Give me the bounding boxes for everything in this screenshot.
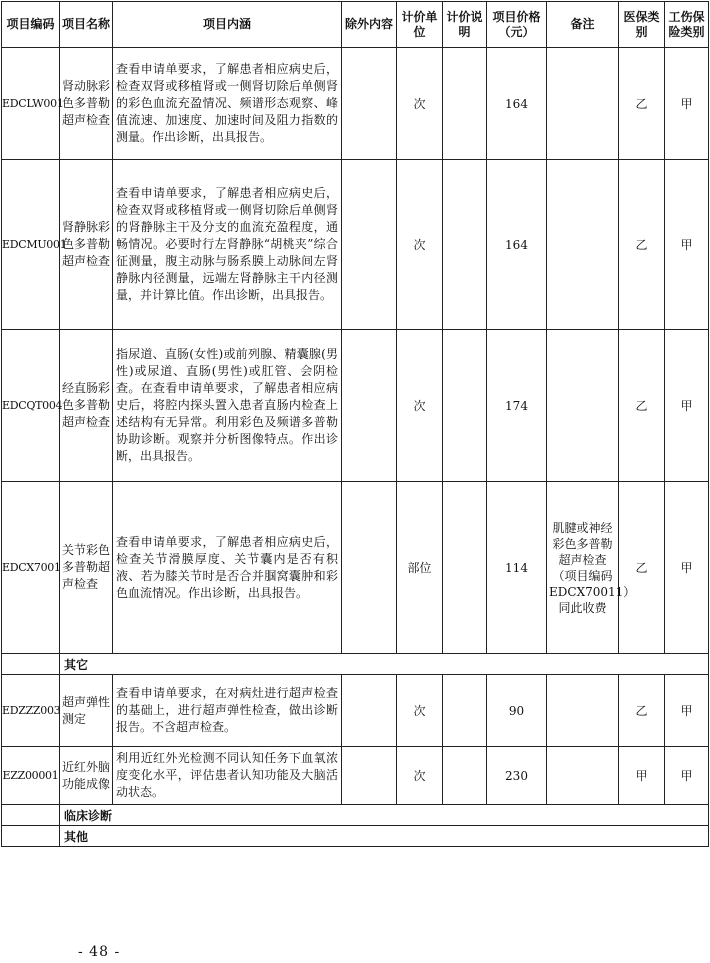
item-injury: 甲 [665,48,709,160]
item-name: 关节彩色多普勒超声检查 [60,482,113,654]
table-row [2,330,709,482]
item-price: 230 [487,747,547,805]
item-price: 90 [487,675,547,747]
item-desc [443,482,487,654]
item-note [547,747,619,805]
item-desc [443,747,487,805]
item-injury: 甲 [665,482,709,654]
header-code: 项目编码 [2,2,60,48]
item-note [547,160,619,330]
item-content: 指尿道、直肠(女性)或前列腺、精囊腺(男性)或尿道、直肠(男性)或肛管、会阴检查。在查看申请单要求，了解患者相应病史后，将腔内探头置入患者直肠内检查上述结构有无异常。利用彩色及频谱多普勒协助诊断。观察并分析图像特点。作出诊断，出具报告。 [113,330,342,482]
table-row [2,48,709,160]
item-excluded [342,675,397,747]
header-row [2,2,709,48]
header-desc: 计价说明 [443,2,487,48]
fee-table [1,1,709,847]
header-content: 项目内涵 [113,2,342,48]
page-number: - 48 - [78,944,121,960]
item-content: 查看申请单要求，在对病灶进行超声检查的基础上，进行超声弹性检查，做出诊断报告。不含超声检查。 [113,675,342,747]
item-note [547,675,619,747]
item-content: 利用近红外光检测不同认知任务下血氧浓度变化水平，评估患者认知功能及大脑活动状态。 [113,747,342,805]
table-row [2,482,709,654]
item-code: EDCQT004 [2,330,60,482]
item-excluded [342,330,397,482]
item-note [547,48,619,160]
item-insurance: 乙 [619,675,665,747]
item-desc [443,675,487,747]
table-row [2,675,709,747]
item-name: 经直肠彩色多普勒超声检查 [60,330,113,482]
header-unit: 计价单位 [397,2,443,48]
item-injury: 甲 [665,160,709,330]
item-insurance: 乙 [619,160,665,330]
section-title: 其它 [60,654,709,675]
section-title: 临床诊断 [60,805,709,826]
item-insurance: 甲 [619,747,665,805]
item-injury: 甲 [665,330,709,482]
section-row-other2 [2,826,709,847]
item-note [547,330,619,482]
table-row [2,747,709,805]
item-excluded [342,482,397,654]
item-content: 查看申请单要求，了解患者相应病史后，检查双肾或移植肾或一侧肾切除后单侧肾的肾静脉主干及分支的血流充盈程度，通畅情况。必要时行左肾静脉“胡桃夹”综合征测量，腹主动脉与肠系膜上动脉间左肾静脉内径测量，远端左肾静脉主干内径测量，并计算比值。作出诊断，出具报告。 [113,160,342,330]
item-unit: 部位 [397,482,443,654]
item-content: 查看申请单要求，了解患者相应病史后，检查关节滑膜厚度、关节囊内是否有积液、若为膝关节时是否合并腘窝囊肿和彩色血流情况。作出诊断，出具报告。 [113,482,342,654]
item-code: EDCX7001 [2,482,60,654]
header-name: 项目名称 [60,2,113,48]
item-code: EZZ00001 [2,747,60,805]
item-excluded [342,48,397,160]
item-unit: 次 [397,675,443,747]
item-unit: 次 [397,330,443,482]
item-unit: 次 [397,48,443,160]
item-name: 肾静脉彩色多普勒超声检查 [60,160,113,330]
header-note: 备注 [547,2,619,48]
section-title: 其他 [60,826,709,847]
item-insurance: 乙 [619,48,665,160]
item-name: 近红外脑功能成像 [60,747,113,805]
item-note: 肌腱或神经彩色多普勒超声检查（项目编码EDCX70011）同此收费 [547,482,619,654]
item-injury: 甲 [665,675,709,747]
item-content: 查看申请单要求，了解患者相应病史后，检查双肾或移植肾或一侧肾切除后单侧肾的彩色血流充盈情况、频谱形态观察、峰值流速、加速度、加速时间及阻力指数的测量。作出诊断，出具报告。 [113,48,342,160]
section-row-clinical [2,805,709,826]
header-price: 项目价格（元） [487,2,547,48]
item-unit: 次 [397,747,443,805]
item-price: 114 [487,482,547,654]
item-injury: 甲 [665,747,709,805]
item-desc [443,160,487,330]
item-excluded [342,160,397,330]
item-price: 164 [487,160,547,330]
section-row-other [2,654,709,675]
item-name: 超声弹性测定 [60,675,113,747]
item-desc [443,330,487,482]
item-excluded [342,747,397,805]
item-insurance: 乙 [619,482,665,654]
item-price: 174 [487,330,547,482]
table-row [2,160,709,330]
item-code: EDCMU001 [2,160,60,330]
item-price: 164 [487,48,547,160]
header-excluded: 除外内容 [342,2,397,48]
item-code: EDZZZ003 [2,675,60,747]
item-code: EDCLW001 [2,48,60,160]
header-insurance: 医保类别 [619,2,665,48]
item-insurance: 乙 [619,330,665,482]
header-injury: 工伤保险类别 [665,2,709,48]
item-name: 肾动脉彩色多普勒超声检查 [60,48,113,160]
item-unit: 次 [397,160,443,330]
item-desc [443,48,487,160]
